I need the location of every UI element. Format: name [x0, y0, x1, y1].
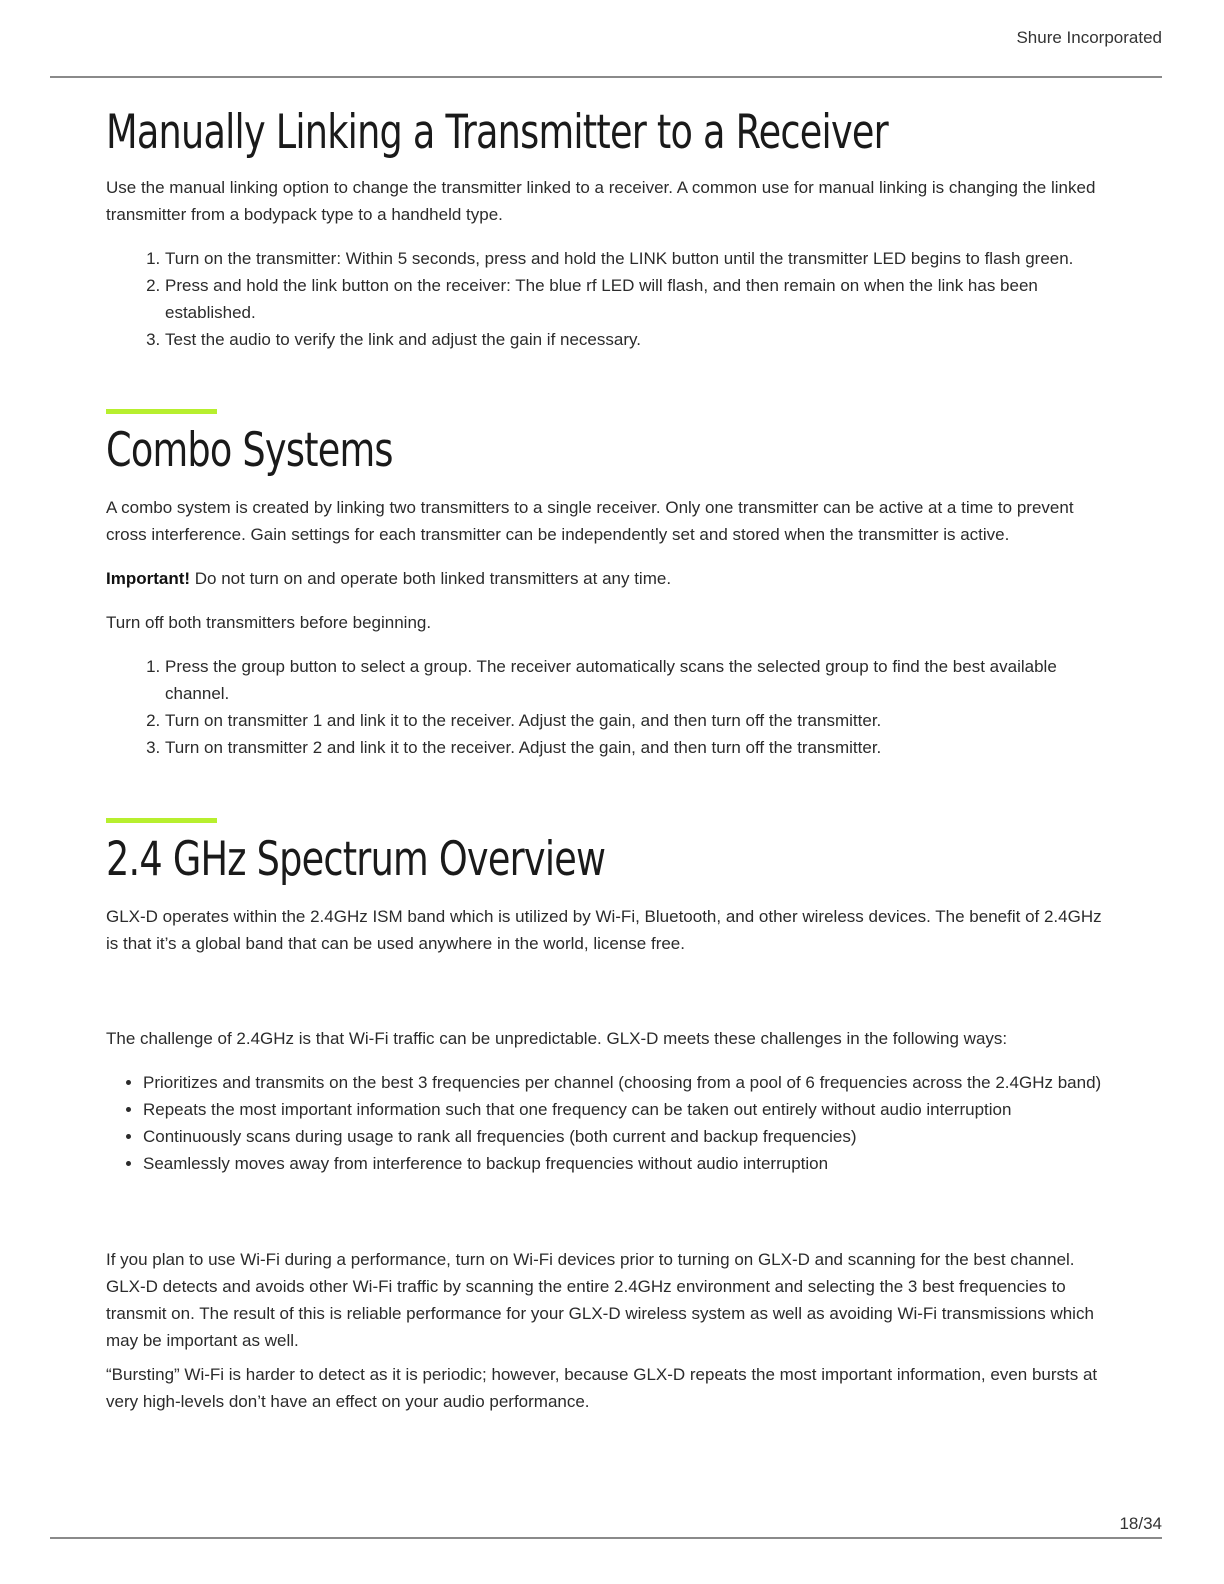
list-item: 2. Press and hold the link button on the receiver: The blue rf LED will flash, and then remain on when the link has been established.: [165, 272, 1106, 326]
spectrum-intro: GLX-D operates within the 2.4GHz ISM band which is utilized by Wi-Fi, Bluetooth, and other wireless devices. The benefit of 2.4GHz is that it’s a global band that can be used anywhere in the world, license free.: [106, 907, 1102, 953]
important-note: [106, 565, 1106, 592]
spectrum-challenge: The challenge of 2.4GHz is that Wi-Fi traffic can be unpredictable. GLX-D meets these challenges in the following ways:: [106, 1029, 1008, 1048]
combo-systems-steps: [106, 653, 1106, 761]
important-text: Do not turn on and operate both linked transmitters at any time.: [190, 569, 672, 588]
list-item: • Prioritizes and transmits on the best 3 frequencies per channel (choosing from a pool of 6 frequencies across the 2.4GHz band): [143, 1069, 1106, 1096]
header-company-name: Shure Incorporated: [1016, 28, 1162, 47]
spectrum-bullets: [106, 1069, 1106, 1177]
section-accent-bar: [106, 409, 217, 414]
section-title-manual-linking: Manually Linking a Transmitter to a Receiver: [106, 105, 888, 160]
bursting-wifi-paragraph: “Bursting” Wi-Fi is harder to detect as it is periodic; however, because GLX-D repeats the most important information, even bursts at very high-levels don’t have an effect on your audio performance.: [106, 1365, 1098, 1411]
footer-divider: [50, 1537, 1162, 1539]
list-item: • Seamlessly moves away from interference to backup frequencies without audio interruption: [143, 1150, 1106, 1177]
list-item: 2. Turn on transmitter 1 and link it to the receiver. Adjust the gain, and then turn off the transmitter.: [165, 707, 1106, 734]
list-item: 1. Press the group button to select a group. The receiver automatically scans the selected group to find the best available channel.: [165, 653, 1106, 707]
page-number: 18/34: [1119, 1514, 1162, 1533]
section-title-spectrum-overview: 2.4 GHz Spectrum Overview: [106, 832, 606, 887]
list-item: • Repeats the most important information such that one frequency can be taken out entirely without audio interruption: [143, 1096, 1106, 1123]
page-content: [106, 100, 1106, 1415]
list-item: 3. Test the audio to verify the link and adjust the gain if necessary.: [165, 326, 1106, 353]
manual-linking-steps: [106, 245, 1106, 353]
list-item: • Continuously scans during usage to rank all frequencies (both current and backup frequencies): [143, 1123, 1106, 1150]
important-label: Important!: [106, 569, 191, 588]
list-item: 1. Turn on the transmitter: Within 5 seconds, press and hold the LINK button until the transmitter LED begins to flash green.: [165, 245, 1106, 272]
combo-systems-intro: A combo system is created by linking two transmitters to a single receiver. Only one transmitter can be active at a time to prevent cross interference. Gain settings for each transmitter can be independently set and stored when the transmitter is active.: [106, 498, 1074, 544]
section-title-combo-systems: Combo Systems: [106, 423, 393, 478]
section-accent-bar: [106, 818, 217, 823]
wifi-plan-paragraph: If you plan to use Wi-Fi during a performance, turn on Wi-Fi devices prior to turning on GLX-D and scanning for the best channel. GLX-D detects and avoids other Wi-Fi traffic by scanning the entire 2.4GHz environment and selecting the 3 best frequencies to transmit on. The result of this is reliable performance for your GLX-D wireless system as well as avoiding Wi-Fi transmissions which may be important as well.: [106, 1250, 1094, 1350]
list-item: 3. Turn on transmitter 2 and link it to the receiver. Adjust the gain, and then turn off the transmitter.: [165, 734, 1106, 761]
header-divider: [50, 76, 1162, 78]
combo-prep-note: Turn off both transmitters before beginning.: [106, 613, 432, 632]
manual-linking-intro: Use the manual linking option to change the transmitter linked to a receiver. A common use for manual linking is changing the linked transmitter from a bodypack type to a handheld type.: [106, 178, 1096, 224]
